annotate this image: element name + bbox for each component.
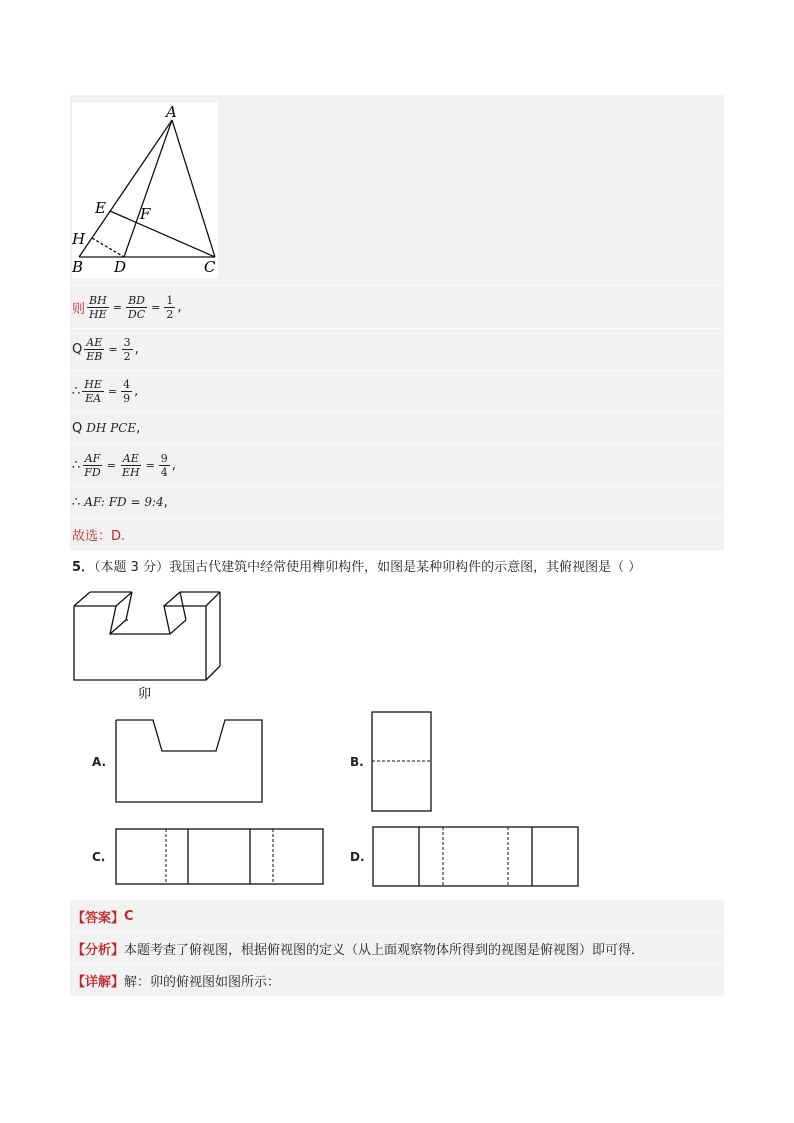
solution-line-3: ∴ $\frac{HE}{EA}$ = $\frac{4}{9}$ , bbox=[72, 377, 139, 405]
choice-line: 故选：D. bbox=[72, 528, 126, 544]
label-F: F bbox=[140, 205, 151, 223]
option-a-label[interactable]: A. bbox=[92, 755, 107, 769]
label-C: C bbox=[204, 258, 216, 276]
solution-line-1: 则 $\frac{BH}{HE}$ = $\frac{BD}{DC}$ = $\frac{1}{2}$ , bbox=[72, 293, 182, 321]
option-d-figure[interactable] bbox=[372, 826, 580, 888]
solution-line-5: ∴ $\frac{AF}{FD}$ = $\frac{AE}{EH}$ = $\frac{9}{4}$ , bbox=[72, 451, 176, 479]
mortise-3d-figure bbox=[70, 588, 222, 706]
question-5: 5．（本题 3 分）我国古代建筑中经常使用榫卯构件，如图是某种卯构件的示意图，其俯视图是（ ） bbox=[72, 560, 642, 575]
triangle-figure bbox=[72, 102, 218, 278]
label-E: E bbox=[95, 199, 106, 217]
analysis-line: 【分析】 本题考查了俯视图，根据俯视图的定义（从上面观察物体所得到的视图是俯视图）即可得． bbox=[72, 942, 645, 958]
option-c-figure[interactable] bbox=[115, 828, 325, 886]
solution-line-6: ∴ AF: FD = 9:4 , bbox=[72, 494, 168, 510]
label-D: D bbox=[114, 258, 127, 276]
mortise-caption: 卯 bbox=[138, 687, 152, 702]
solution-line-2: Q $\frac{AE}{EB}$ = $\frac{3}{2}$ , bbox=[72, 335, 139, 363]
option-a-figure[interactable] bbox=[115, 719, 263, 803]
label-A: A bbox=[166, 103, 177, 121]
answer-line: 【答案】 C bbox=[72, 908, 134, 926]
option-b-figure[interactable] bbox=[371, 711, 433, 813]
label-B: B bbox=[72, 258, 84, 276]
option-d-label[interactable]: D. bbox=[350, 850, 365, 864]
option-b-label[interactable]: B. bbox=[350, 755, 364, 769]
detail-line: 【详解】 解：卯的俯视图如图所示： bbox=[72, 974, 281, 990]
solution-line-4: Q DH PCE , bbox=[72, 420, 141, 436]
label-H: H bbox=[72, 230, 86, 248]
option-c-label[interactable]: C. bbox=[92, 850, 106, 864]
